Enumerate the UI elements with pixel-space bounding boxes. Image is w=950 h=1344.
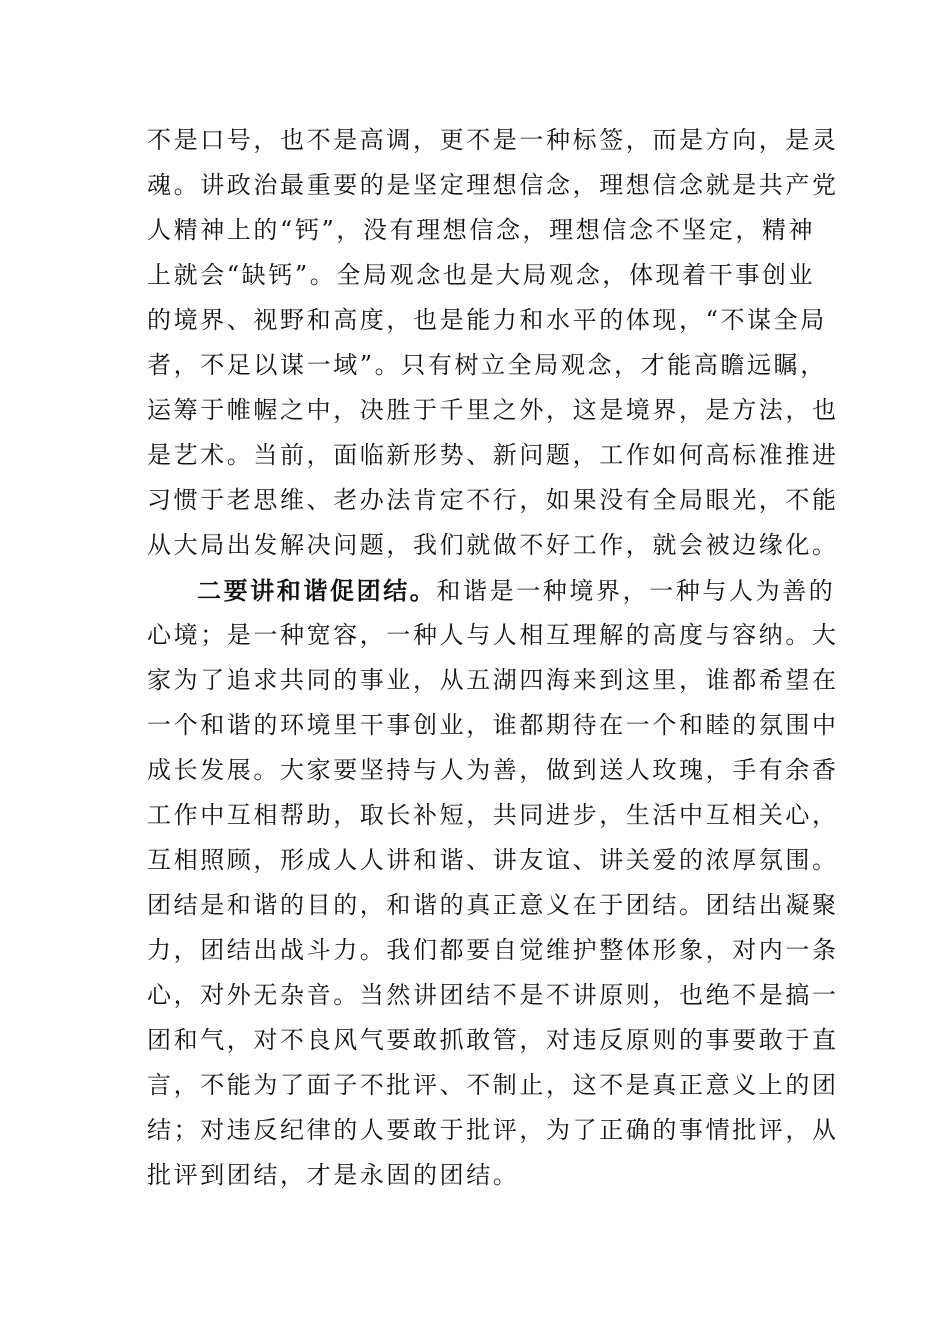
- text-line: 批评到团结，才是永固的团结。: [147, 1161, 520, 1189]
- text-line: 力，团结出战斗力。我们都要自觉维护整体形象，对内一条: [147, 936, 839, 964]
- text-line: 心境；是一种宽容，一种人与人相互理解的高度与容纳。大: [147, 621, 839, 649]
- text-line: 结；对违反纪律的人要敢于批评，为了正确的事情批评，从: [147, 1116, 839, 1144]
- text-line: 工作中互相帮助，取长补短，共同进步，生活中互相关心，: [147, 801, 839, 829]
- text-line: 言，不能为了面子不批评、不制止，这不是真正意义上的团: [147, 1071, 839, 1099]
- text-line: 互相照顾，形成人人讲和谐、讲友谊、讲关爱的浓厚氛围。: [147, 846, 839, 874]
- heading-continuation: 和谐是一种境界，一种与人为善的: [436, 577, 836, 605]
- text-line: 团结是和谐的目的，和谐的真正意义在于团结。团结出凝聚: [147, 891, 839, 919]
- document-body: [147, 118, 839, 1198]
- text-line: 成长发展。大家要坚持与人为善，做到送人玫瑰，手有余香: [147, 756, 839, 784]
- text-line: 团和气，对不良风气要敢抓敢管，对违反原则的事要敢于直: [147, 1026, 839, 1054]
- text-line: 者，不足以谋一域”。只有树立全局观念，才能高瞻远瞩，: [147, 351, 827, 379]
- paragraph-harmony-unity: [147, 568, 839, 1198]
- text-line: 一个和谐的环境里干事创业，谁都期待在一个和睦的氛围中: [147, 711, 839, 739]
- paragraph-first-line: [147, 568, 836, 613]
- text-line: 不是口号，也不是高调，更不是一种标签，而是方向，是灵: [147, 126, 839, 154]
- text-line: 从大局出发解决问题，我们就做不好工作，就会被边缘化。: [147, 531, 839, 559]
- text-line: 心，对外无杂音。当然讲团结不是不讲原则，也绝不是搞一: [147, 981, 839, 1009]
- paragraph-politics: [147, 118, 839, 568]
- text-line: 上就会“缺钙”。全局观念也是大局观念，体现着干事创业: [147, 261, 816, 289]
- text-line: 运筹于帷幄之中，决胜于千里之外，这是境界，是方法，也: [147, 396, 839, 424]
- text-line: 家为了追求共同的事业，从五湖四海来到这里，谁都希望在: [147, 666, 839, 694]
- text-line: 的境界、视野和高度，也是能力和水平的体现，“不谋全局: [147, 306, 827, 334]
- text-line: 是艺术。当前，面临新形势、新问题，工作如何高标准推进: [147, 441, 839, 469]
- section-heading: 二要讲和谐促团结。: [197, 576, 437, 605]
- text-line: 魂。讲政治最重要的是坚定理想信念，理想信念就是共产党: [147, 171, 839, 199]
- text-line: 人精神上的“钙”，没有理想信念，理想信念不坚定，精神: [147, 216, 816, 244]
- text-line: 习惯于老思维、老办法肯定不行，如果没有全局眼光，不能: [147, 486, 839, 514]
